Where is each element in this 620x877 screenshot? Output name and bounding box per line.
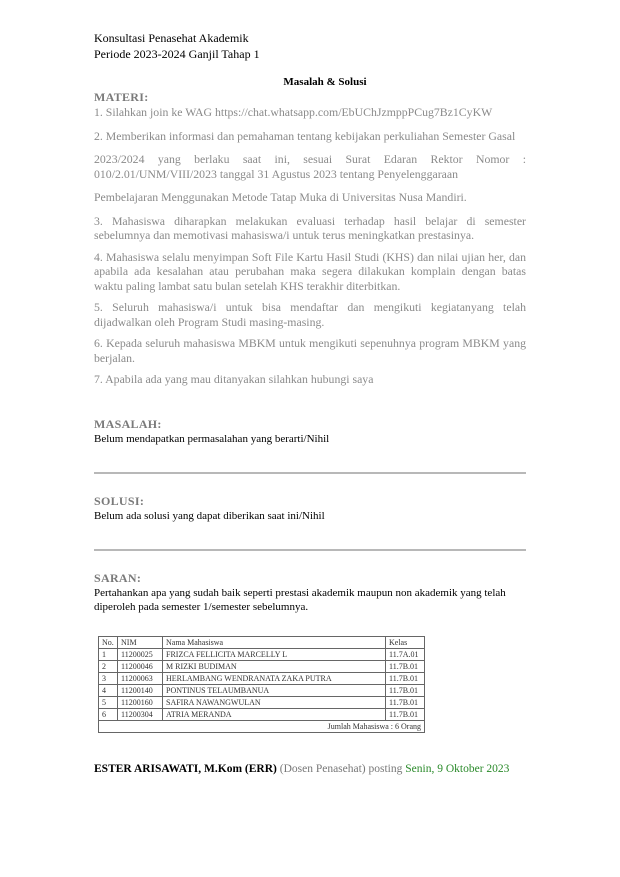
col-header: NIM <box>118 636 163 648</box>
cell: 11.7B.01 <box>386 684 425 696</box>
cell: 4 <box>99 684 118 696</box>
header-line-1: Konsultasi Penasehat Akademik <box>94 31 249 45</box>
cell: PONTINUS TELAUMBANUA <box>163 684 386 696</box>
cell: 5 <box>99 696 118 708</box>
student-table-wrap <box>94 636 526 733</box>
cell: SAFIRA NAWANGWULAN <box>163 696 386 708</box>
materi-paragraph: 5. Seluruh mahasiswa/i untuk bisa mendaftar dan mengikuti kegiatanyang telah dijadwalkan oleh Program Studi masing-masing. <box>94 300 526 329</box>
materi-paragraph: 6. Kepada seluruh mahasiswa MBKM untuk mengikuti sepenuhnya program MBKM yang berjalan. <box>94 336 526 365</box>
solusi-label: SOLUSI: <box>94 493 145 508</box>
header-line-2: Periode 2023-2024 Ganjil Tahap 1 <box>94 47 260 61</box>
table-header-row <box>99 636 425 648</box>
cell: 11.7B.01 <box>386 660 425 672</box>
cell: 11.7B.01 <box>386 708 425 720</box>
posting-date: Senin, 9 Oktober 2023 <box>405 762 510 775</box>
document-header <box>94 30 526 62</box>
masalah-label: MASALAH: <box>94 416 162 431</box>
solusi-text: Belum ada solusi yang dapat diberikan saat ini/Nihil <box>94 509 325 522</box>
materi-paragraph: 1. Silahkan join ke WAG https://chat.whatsapp.com/EbUChJzmppPCug7Bz1CyKW <box>94 105 493 119</box>
masalah-text: Belum mendapatkan permasalahan yang berarti/Nihil <box>94 432 330 445</box>
materi-paragraph: 3. Mahasiswa diharapkan melakukan evaluasi terhadap hasil belajar di semester sebelumnya dan memotivasi mahasiswa/i untuk terus meningkatkan prestasinya. <box>94 213 526 242</box>
table-row <box>99 648 425 660</box>
col-header: Kelas <box>386 636 425 648</box>
saran-section <box>94 571 526 614</box>
cell: 11.7A.01 <box>386 648 425 660</box>
materi-label: MATERI: <box>94 90 149 104</box>
table-row <box>99 672 425 684</box>
student-table <box>98 636 425 733</box>
table-row <box>99 684 425 696</box>
page-title: Masalah & Solusi <box>283 76 367 88</box>
materi-paragraph: 2. Memberikan informasi dan pemahaman tentang kebijakan perkuliahan Semester Gasal <box>94 128 516 143</box>
advisor-role: (Dosen Penasehat) <box>279 762 366 775</box>
cell: 11200063 <box>118 672 163 684</box>
cell: 11200160 <box>118 696 163 708</box>
materi-paragraph: 7. Apabila ada yang mau ditanyakan silahkan hubungi saya <box>94 372 374 386</box>
cell: 11200025 <box>118 648 163 660</box>
cell: 2 <box>99 660 118 672</box>
student-count: Jumlah Mahasiswa : 6 Orang <box>99 720 425 732</box>
materi-section <box>94 90 526 387</box>
table-row <box>99 696 425 708</box>
advisor-name: ESTER ARISAWATI, M.Kom (ERR) <box>94 762 277 775</box>
table-row <box>99 660 425 672</box>
cell: HERLAMBANG WENDRANATA ZAKA PUTRA <box>163 672 386 684</box>
materi-paragraph: Pembelajaran Menggunakan Metode Tatap Muka di Universitas Nusa Mandiri. <box>94 190 467 204</box>
cell: 11200304 <box>118 708 163 720</box>
divider <box>94 549 526 551</box>
cell: FRIZCA FELLICITA MARCELLY L <box>163 648 386 660</box>
saran-text: Pertahankan apa yang sudah baik seperti prestasi akademik maupun non akademik yang telah diperoleh pada semester 1/semester sebelumnya. <box>94 586 506 613</box>
table-row <box>99 708 425 720</box>
materi-paragraph: 2023/2024 yang berlaku saat ini, sesuai Surat Edaran Rektor Nomor : 010/2.01/UNM/VIII/2023 tanggal 31 Agustus 2023 tentang Penyelenggaraan <box>94 152 526 181</box>
masalah-section <box>94 417 526 446</box>
table-footer-row <box>99 720 425 732</box>
materi-body <box>94 105 526 387</box>
cell: M RIZKI BUDIMAN <box>163 660 386 672</box>
cell: 6 <box>99 708 118 720</box>
signature-line <box>94 761 526 777</box>
col-header: No. <box>99 636 118 648</box>
saran-label: SARAN: <box>94 570 142 585</box>
cell: 3 <box>99 672 118 684</box>
cell: 11.7B.01 <box>386 696 425 708</box>
posting-label: posting <box>368 762 403 775</box>
cell: 1 <box>99 648 118 660</box>
col-header: Nama Mahasiswa <box>163 636 386 648</box>
solusi-section <box>94 494 526 523</box>
cell: 11200140 <box>118 684 163 696</box>
divider <box>94 472 526 474</box>
materi-paragraph: 4. Mahasiswa selalu menyimpan Soft File Kartu Hasil Studi (KHS) dan nilai ujian her, dan apabila ada kesalahan atau perubahan maka segera dilakukan komplain dengan batas waktu paling lambat satu bulan setelah KHS terakhir diterbitkan. <box>94 249 526 293</box>
document-page <box>94 30 526 777</box>
cell: 11200046 <box>118 660 163 672</box>
cell: 11.7B.01 <box>386 672 425 684</box>
cell: ATRIA MERANDA <box>163 708 386 720</box>
